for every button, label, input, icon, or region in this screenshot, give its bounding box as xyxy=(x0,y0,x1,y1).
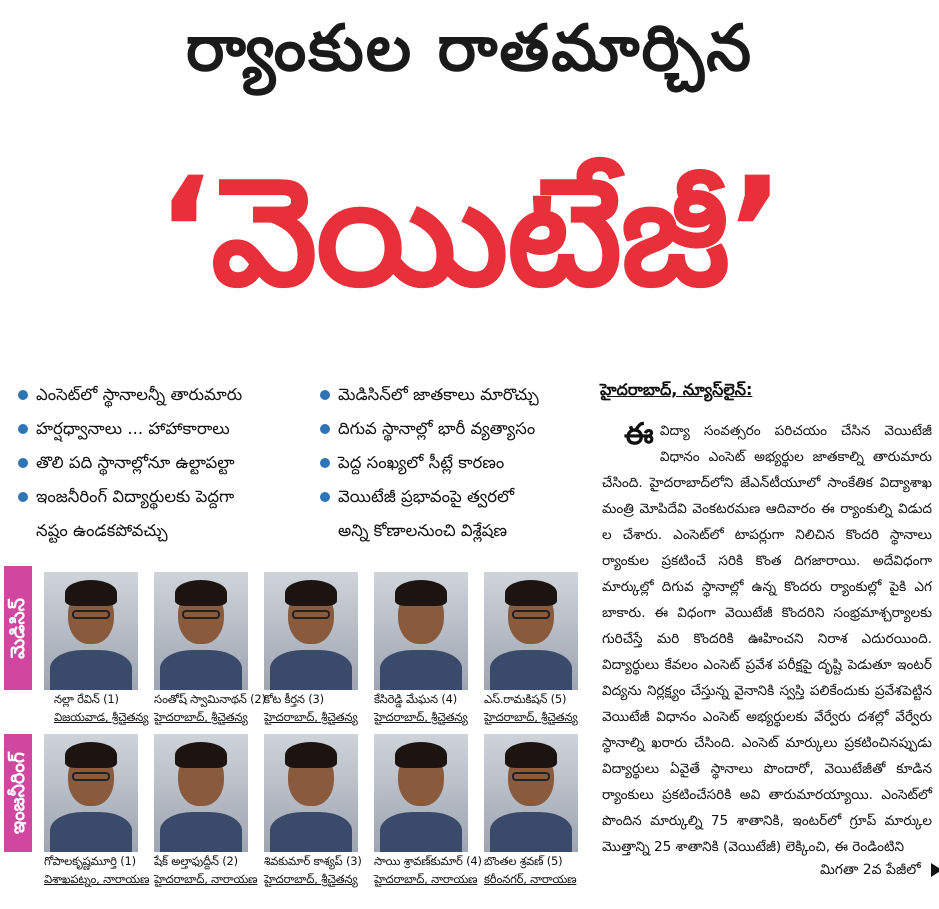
medicine-label-bar xyxy=(4,566,32,690)
continued-label: మిగతా 2వ పేజీలో xyxy=(820,862,921,878)
topper-photo-engineering-5 xyxy=(484,734,578,852)
headline-line1: ర్యాంకుల రాతమార్చిన xyxy=(185,12,754,86)
bullet-list-left xyxy=(16,378,316,548)
topper-name: షేక్ అల్తాఫుద్దీన్ (2) xyxy=(154,854,238,868)
topper-photo-medicine-2 xyxy=(154,572,248,690)
drop-cap: ఈ xyxy=(624,417,654,452)
bullet-item xyxy=(318,480,588,548)
topper-caption xyxy=(54,690,164,726)
bullet-list-right xyxy=(318,378,588,548)
topper-location: హైదరాబాద్, శ్రీచైతన్య xyxy=(484,710,578,724)
article-text: విద్యా సంవత్సరం పరిచయం చేసిన వెయిటేజీ విధానం ఎంసెట్ అభ్యర్థుల జాతకాల్ని తారుమారు చేసింది. హైదరాబాద్‌లోని జేఎన్‌టీయూలో సాంకేతిక విద్యాశాఖ మంత్రి మోపిదేవి వెంకటరమణ ఆదివారం ఈ ర్యాంకుల్ని విడుదల చేశారు. ఎంసెట్‌లో టాపర్లుగా నిలిచిన కొందరి స్థానాలు ర్యాంకుల ప్రకటించే సరికి కొంత దిగజారాయి. అదేవిధంగా మార్కుల్లో దిగువ స్థానాల్లో ఉన్న కొందరు ర్యాంకుల్లో పైకి ఎగబాకారు. ఈ విధంగా వెయిటేజీ కొందరిని సంభ్రమాశ్చర్యాలకు గురిచేస్తే మరి కొందరికి ఊహించని నిరాశ ఎదురయింది. విద్యార్థులు కేవలం ఎంసెట్ ప్రవేశ పరీక్షపై దృష్టి పెడుతూ ఇంటర్ విద్యను నిర్లక్ష్యం చేస్తున్న వైనానికి స్వస్తి పలికేందుకు ప్రవేశపెట్టిన వెయిటేజీ విధానం ఎంసెట్ అభ్యర్థులకు వేర్వేరు దశల్లో వేర్వేరు స్థానాల్ని ఖరారు చేసింది. ఎంసెట్ మార్కులు ప్రకటించినప్పుడు విద్యార్థులు ఏవైతే స్థానాలు పొందారో, వెయిటేజీతో కూడిన ర్యాంకులు ప్రకటించేసరికి అవి తారుమారయ్యాయి. ఎంసెట్‌లో పొందిన మార్కుల్ని 75 శాతానికి, ఇంటర్‌లో గ్రూప్ మార్కుల మొత్తాన్ని 25 శాతానికి (వెయిటేజీ) లెక్కించి, ఈ రెండింటిని xyxy=(602,423,932,855)
bullet-item xyxy=(16,378,316,412)
bullet-dot-icon xyxy=(320,492,330,502)
bullet-dot-icon xyxy=(18,390,28,400)
bullet-dot-icon xyxy=(320,390,330,400)
topper-photo-engineering-4 xyxy=(374,734,468,852)
bullet-item xyxy=(16,480,316,548)
dateline: హైదరాబాద్, న్యూస్‌లైన్: xyxy=(600,380,753,399)
arrow-right-icon xyxy=(931,863,939,877)
topper-name: ఎస్.రామకిషన్ (5) xyxy=(484,692,567,706)
bullet-dot-icon xyxy=(320,458,330,468)
bullet-text: తొలి పది స్థానాల్లోనూ ఉల్టాపల్టా xyxy=(36,453,235,472)
topper-photo-medicine-1 xyxy=(44,572,138,690)
article-body xyxy=(602,418,932,860)
topper-photo-engineering-2 xyxy=(154,734,248,852)
bullet-text: మెడిసిన్‌లో జాతకాలు మారొచ్చు xyxy=(338,385,539,404)
topper-photo-engineering-3 xyxy=(264,734,358,852)
engineering-label: ఇంజనీరింగ్ xyxy=(7,752,29,834)
topper-name: కేసిరెడ్డి మేఘన (4) xyxy=(374,692,458,706)
topper-name: బొంతల శ్రవణ్ (5) xyxy=(484,854,563,868)
bullet-text: పెద్ద సంఖ్యలో సీట్లే కారణం xyxy=(338,453,505,472)
topper-caption xyxy=(44,852,154,888)
topper-location: హైదరాబాద్, నారాయణ xyxy=(154,872,258,886)
bullet-item xyxy=(318,378,588,412)
topper-name: నల్లా రేవిన్ (1) xyxy=(54,692,119,706)
bullet-text: హర్షధ్వానాలు ... హాహాకారాలు xyxy=(36,419,230,438)
bullet-text-continuation: అన్ని కోణాలనుంచి విశ్లేషణ xyxy=(338,521,508,540)
topper-caption xyxy=(374,852,484,888)
topper-caption xyxy=(154,852,264,888)
topper-caption xyxy=(264,690,374,726)
topper-photo-engineering-1 xyxy=(44,734,138,852)
topper-location: విశాఖపట్నం, నారాయణ xyxy=(44,872,150,886)
bullet-dot-icon xyxy=(18,424,28,434)
topper-name: శివకుమార్ కాశ్యప్ (3) xyxy=(264,854,362,868)
topper-location: హైదరాబాద్, శ్రీచైతన్య xyxy=(264,710,358,724)
topper-name: గోపాలకృష్ణమూర్తి (1) xyxy=(44,854,136,868)
topper-name: సాయి శ్రావణ్‌కుమార్ (4) xyxy=(374,854,482,868)
topper-location: కరీంనగర్, నారాయణ xyxy=(484,872,577,886)
bullet-dot-icon xyxy=(18,458,28,468)
bullet-text: వెయిటేజీ ప్రభావంపై త్వరలో xyxy=(338,487,515,506)
topper-location: విజయవాడ, శ్రీచైతన్య xyxy=(54,710,149,724)
topper-caption xyxy=(484,852,594,888)
topper-name: కోట కీర్తన (3) xyxy=(264,692,324,706)
topper-photo-medicine-5 xyxy=(484,572,578,690)
headline-line2: ‘వెయిటేజీ’ xyxy=(156,146,783,320)
bullet-text: ఇంజనీరింగ్ విద్యార్థులకు పెద్దగా xyxy=(36,487,235,506)
bullet-item xyxy=(16,412,316,446)
topper-caption xyxy=(374,690,484,726)
bullet-item xyxy=(16,446,316,480)
topper-caption xyxy=(264,852,374,888)
topper-caption xyxy=(484,690,594,726)
topper-photo-medicine-3 xyxy=(264,572,358,690)
bullet-item xyxy=(318,412,588,446)
bullet-text: దిగువ స్థానాల్లో భారీ వ్యత్యాసం xyxy=(338,419,536,438)
topper-photo-medicine-4 xyxy=(374,572,468,690)
continued-link[interactable] xyxy=(820,862,939,881)
bullet-text-continuation: నష్టం ఉండకపోవచ్చు xyxy=(36,521,168,540)
topper-caption xyxy=(154,690,264,726)
engineering-label-bar xyxy=(4,734,32,852)
bullet-item xyxy=(318,446,588,480)
topper-location: హైదరాబాద్, శ్రీచైతన్య xyxy=(264,872,358,886)
medicine-label: మెడిసిన్ xyxy=(7,597,29,659)
bullet-dot-icon xyxy=(18,492,28,502)
topper-location: హైదరాబాద్, నారాయణ xyxy=(374,872,478,886)
topper-location: హైదరాబాద్, శ్రీచైతన్య xyxy=(374,710,468,724)
bullet-text: ఎంసెట్‌లో స్థానాలన్నీ తారుమారు xyxy=(36,385,243,404)
bullet-dot-icon xyxy=(320,424,330,434)
topper-name: సంతోష్ స్వామినాథన్ (2) xyxy=(154,692,266,706)
topper-location: హైదరాబాద్, శ్రీచైతన్య xyxy=(154,710,248,724)
